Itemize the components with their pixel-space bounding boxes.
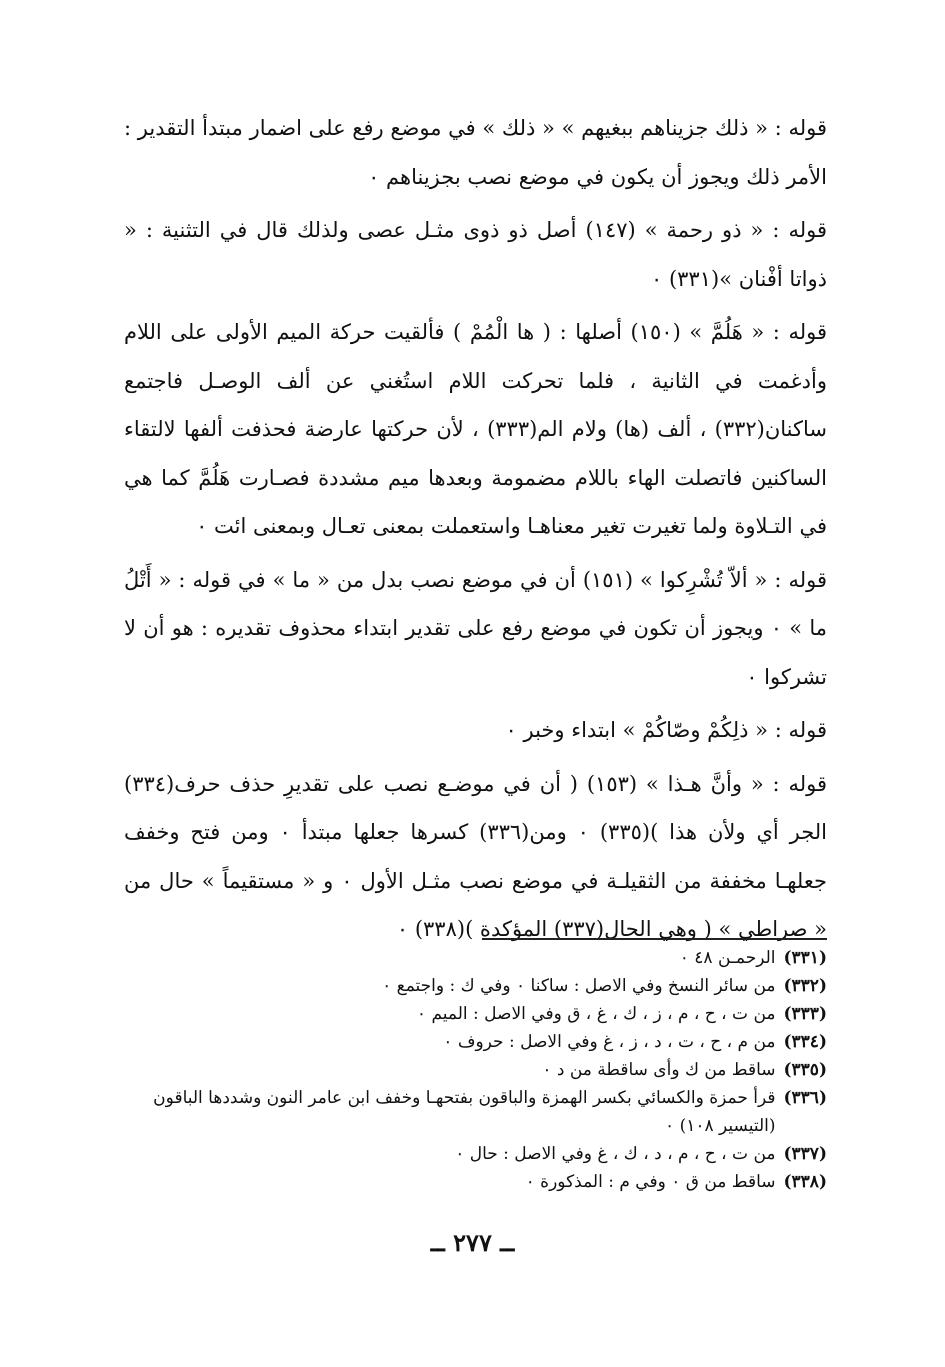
footnote-separator [482,938,827,940]
paragraph-3: قوله : « هَلُمَّ » (١٥٠) أصلها : ( ها الْمُمْ ) فألقيت حركة الميم الأولى على اللام وأدغمت في الثانية ، فلما تحركت اللام استُغني عن ألف الوصـل فاجتمع ساكنان(٣٣٢) ، ألف (ها) ولام الم(٣٣٣) ، لأن حركتها عارضة فحذفت ألفها لالتقاء الساكنين فاتصلت الهاء باللام مضمومة وبعدها ميم مشددة فصـارت هَلُمَّ كما هي في التـلاوة ولما تغيرت تغير معناهـا واستعملت بمعنى تعـال وبمعنى ائت ٠ [124,320,827,538]
footnote [118,972,827,1000]
footnote-text: من ت ، ح ، م ، د ، ك ، غ وفي الاصل : حال ٠ [455,1144,776,1164]
footnote-number: (٣٣٤) [783,1032,827,1052]
footnote-number: (٣٣١) [783,948,827,968]
footnote [118,1084,827,1140]
footnote [118,944,827,972]
footnote-text: ساقط من ق ٠ وفي م : المذكورة ٠ [525,1172,776,1192]
page-number: ــ ٢٧٧ ــ [430,1228,515,1257]
footnote [118,1140,827,1168]
footnote-number: (٣٣٧) [783,1144,827,1164]
footnote-number: (٣٣٣) [783,1004,827,1024]
footnote-number: (٣٣٦) [783,1088,827,1108]
paragraph-2: قوله : « ذو رحمة » (١٤٧) أصل ذو ذوى مثـل عصى ولذلك قال في التثنية : « ذواتا أفْنان »(٣٣١) ٠ [124,218,827,291]
footnote-text: قرأ حمزة والكسائي بكسر الهمزة والباقون بفتحهـا وخفف ابن عامر النون وشددها الباقون (التيسير ١٠٨) ٠ [153,1088,776,1136]
footnote-number: (٣٣٢) [783,976,827,996]
footnote [118,1000,827,1028]
paragraph-1: قوله : « ذلك جزيناهم ببغيهم » « ذلك » في موضع رفع على اضمار مبتدأ التقدير : الأمر ذلك ويجوز أن يكون في موضع نصب بجزيناهم ٠ [124,116,827,189]
paragraph-6: قوله : « وأنَّ هـذا » (١٥٣) ( أن في موضـع نصب على تقديرِ حذف حرف(٣٣٤) الجر أي ولأن هذا )(٣٣٥) ٠ ومن(٣٣٦) كسرها جعلها مبتدأ ٠ ومن فتح وخفف جعلهـا مخففة من الثقيلـة في موضع نصب مثـل الأول ٠ و « مستقيماً » حال من « صراطي » ( وهي الحال(٣٣٧) المؤكدة )(٣٣٨) ٠ [124,771,828,941]
main-text [124,104,827,959]
footnote-text: من ت ، ح ، م ، ز ، ك ، غ ، ق وفي الاصل : الميم ٠ [416,1004,776,1024]
footnote [118,1056,827,1084]
footnote-text: من سائر النسخ وفي الاصل : ساكنا ٠ وفي ك : واجتمع ٠ [382,976,776,996]
footnote [118,1028,827,1056]
footnotes [118,944,827,1196]
footnote-number: (٣٣٨) [783,1172,827,1192]
footnote-text: من م ، ح ، ت ، د ، ز ، غ وفي الاصل : حروف ٠ [443,1032,776,1052]
paragraph-5: قوله : « ذلِكُمْ وصّاكُمْ » ابتداء وخبر ٠ [505,718,827,742]
footnote-text: الرحمـن ٤٨ ٠ [679,948,776,968]
footnote-text: ساقط من ك وأى ساقطة من د ٠ [542,1060,776,1080]
footnote-number: (٣٣٥) [783,1060,827,1080]
footnote [118,1168,827,1196]
paragraph-4: قوله : « ألاّ تُشْرِكوا » (١٥١) أن في موضع نصب بدل من « ما » في قوله : « أَتْلُ ما » ٠ ويجوز أن تكون في موضع رفع على تقدير ابتداء محذوف تقديره : هو أن لا تشركوا ٠ [124,567,827,689]
